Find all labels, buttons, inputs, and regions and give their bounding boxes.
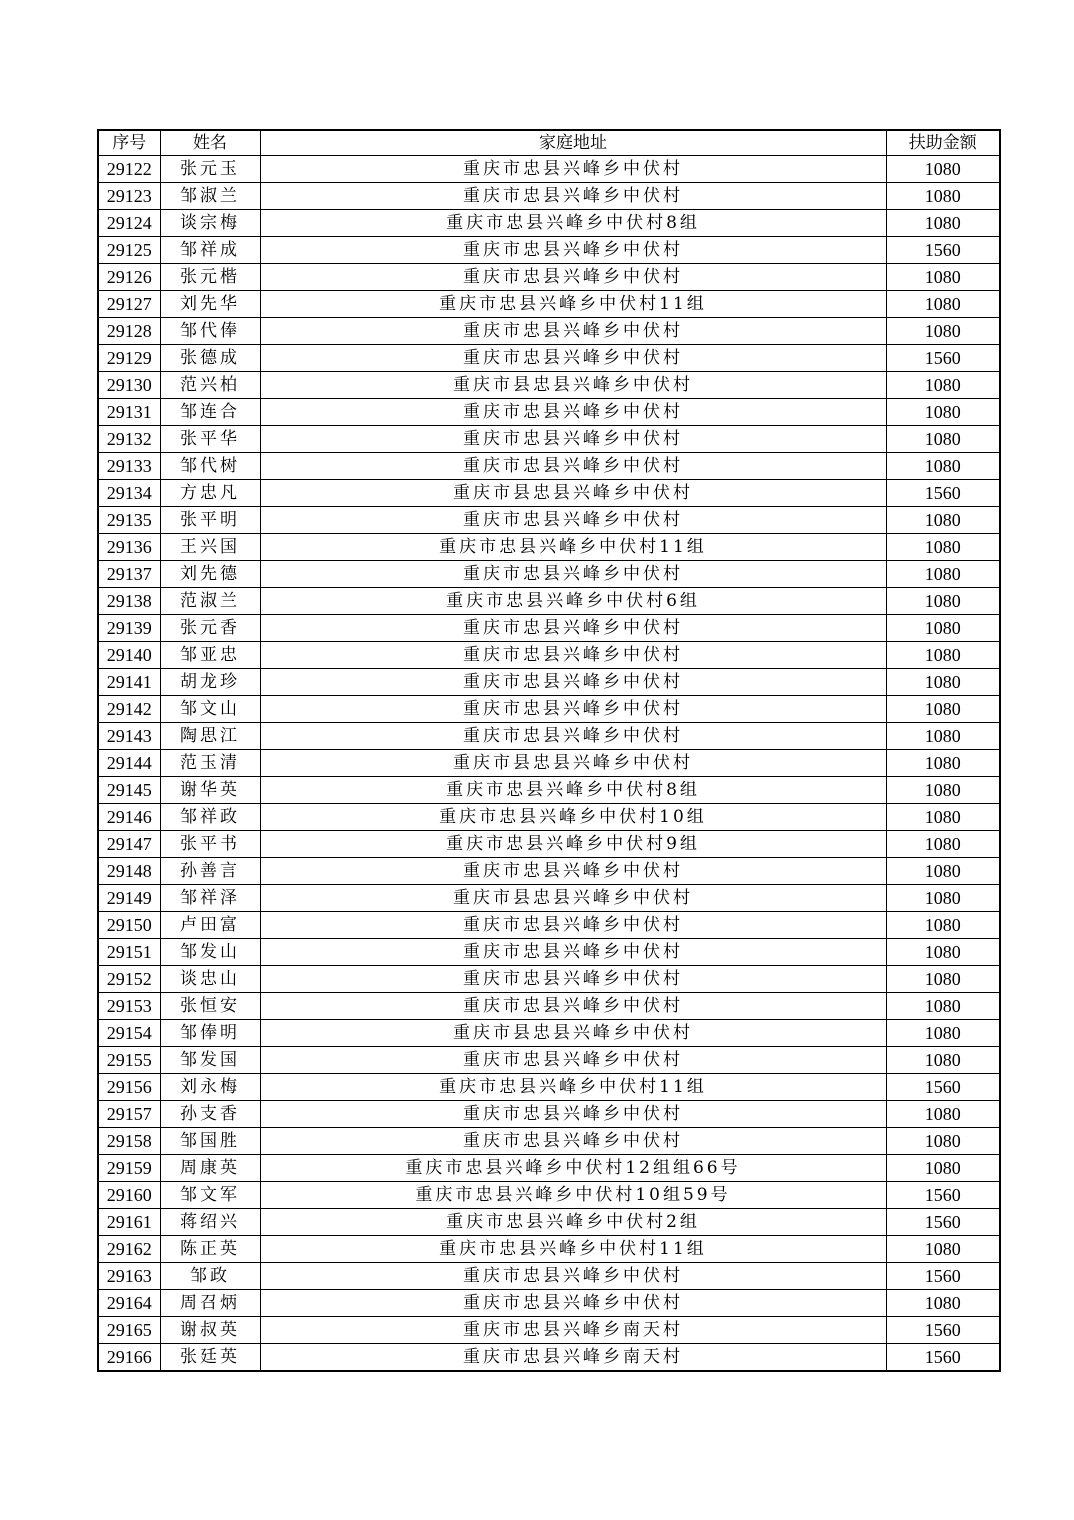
table-row (98, 804, 1000, 831)
cell-assistance-amount: 1080 (886, 561, 1000, 588)
table-row (98, 561, 1000, 588)
cell-assistance-amount: 1080 (886, 1020, 1000, 1047)
cell-home-address: 重庆市忠县兴峰乡中伏村 (260, 345, 886, 372)
cell-name: 谢叔英 (160, 1317, 260, 1344)
cell-assistance-amount: 1080 (886, 1047, 1000, 1074)
cell-home-address: 重庆市忠县兴峰乡南天村 (260, 1344, 886, 1372)
cell-serial-number: 29122 (98, 156, 160, 183)
cell-assistance-amount: 1560 (886, 1317, 1000, 1344)
cell-name: 张元香 (160, 615, 260, 642)
cell-home-address: 重庆市忠县兴峰乡中伏村11组 (260, 1236, 886, 1263)
cell-home-address: 重庆市忠县兴峰乡中伏村 (260, 993, 886, 1020)
cell-assistance-amount: 1560 (886, 1263, 1000, 1290)
cell-serial-number: 29150 (98, 912, 160, 939)
cell-home-address: 重庆市忠县兴峰乡中伏村11组 (260, 291, 886, 318)
cell-home-address: 重庆市忠县兴峰乡南天村 (260, 1317, 886, 1344)
cell-serial-number: 29143 (98, 723, 160, 750)
table-row (98, 291, 1000, 318)
table-row (98, 1128, 1000, 1155)
cell-assistance-amount: 1080 (886, 885, 1000, 912)
header-home-address: 家庭地址 (260, 130, 886, 156)
cell-home-address: 重庆市忠县兴峰乡中伏村 (260, 264, 886, 291)
cell-serial-number: 29133 (98, 453, 160, 480)
table-row (98, 1290, 1000, 1317)
cell-home-address: 重庆市忠县兴峰乡中伏村 (260, 1290, 886, 1317)
cell-home-address: 重庆市忠县兴峰乡中伏村8组 (260, 210, 886, 237)
cell-name: 邹连合 (160, 399, 260, 426)
table-row (98, 1236, 1000, 1263)
header-serial-number: 序号 (98, 130, 160, 156)
cell-serial-number: 29132 (98, 426, 160, 453)
table-row (98, 615, 1000, 642)
table-row (98, 642, 1000, 669)
cell-name: 张平书 (160, 831, 260, 858)
cell-assistance-amount: 1080 (886, 912, 1000, 939)
cell-name: 邹淑兰 (160, 183, 260, 210)
cell-serial-number: 29166 (98, 1344, 160, 1372)
table-row (98, 858, 1000, 885)
cell-name: 邹祥成 (160, 237, 260, 264)
cell-serial-number: 29128 (98, 318, 160, 345)
cell-assistance-amount: 1080 (886, 210, 1000, 237)
cell-assistance-amount: 1560 (886, 1209, 1000, 1236)
cell-serial-number: 29157 (98, 1101, 160, 1128)
table-row (98, 1344, 1000, 1372)
cell-home-address: 重庆市忠县兴峰乡中伏村 (260, 507, 886, 534)
cell-name: 张元楷 (160, 264, 260, 291)
table-row (98, 1020, 1000, 1047)
cell-home-address: 重庆市忠县兴峰乡中伏村 (260, 156, 886, 183)
cell-serial-number: 29155 (98, 1047, 160, 1074)
cell-name: 周康英 (160, 1155, 260, 1182)
table-row (98, 183, 1000, 210)
cell-assistance-amount: 1080 (886, 1128, 1000, 1155)
cell-name: 张德成 (160, 345, 260, 372)
cell-serial-number: 29163 (98, 1263, 160, 1290)
cell-serial-number: 29154 (98, 1020, 160, 1047)
cell-name: 邹代树 (160, 453, 260, 480)
cell-serial-number: 29125 (98, 237, 160, 264)
table-row (98, 264, 1000, 291)
cell-assistance-amount: 1080 (886, 372, 1000, 399)
cell-home-address: 重庆市忠县兴峰乡中伏村 (260, 615, 886, 642)
cell-assistance-amount: 1080 (886, 858, 1000, 885)
cell-assistance-amount: 1560 (886, 1344, 1000, 1372)
table-row (98, 669, 1000, 696)
cell-assistance-amount: 1080 (886, 777, 1000, 804)
cell-serial-number: 29135 (98, 507, 160, 534)
table-row (98, 1209, 1000, 1236)
cell-name: 邹祥政 (160, 804, 260, 831)
cell-home-address: 重庆市忠县兴峰乡中伏村11组 (260, 1074, 886, 1101)
cell-serial-number: 29159 (98, 1155, 160, 1182)
cell-name: 蒋绍兴 (160, 1209, 260, 1236)
table-header (98, 130, 1000, 156)
cell-home-address: 重庆市忠县兴峰乡中伏村6组 (260, 588, 886, 615)
cell-name: 刘先德 (160, 561, 260, 588)
cell-serial-number: 29126 (98, 264, 160, 291)
table-row (98, 453, 1000, 480)
cell-assistance-amount: 1080 (886, 966, 1000, 993)
cell-serial-number: 29149 (98, 885, 160, 912)
table-row (98, 588, 1000, 615)
cell-assistance-amount: 1080 (886, 1101, 1000, 1128)
cell-name: 范玉清 (160, 750, 260, 777)
table-row (98, 831, 1000, 858)
cell-assistance-amount: 1080 (886, 642, 1000, 669)
cell-assistance-amount: 1080 (886, 804, 1000, 831)
cell-name: 邹发国 (160, 1047, 260, 1074)
cell-name: 邹发山 (160, 939, 260, 966)
table-row (98, 912, 1000, 939)
cell-assistance-amount: 1080 (886, 291, 1000, 318)
header-name: 姓名 (160, 130, 260, 156)
table-row (98, 426, 1000, 453)
cell-serial-number: 29147 (98, 831, 160, 858)
cell-assistance-amount: 1560 (886, 237, 1000, 264)
cell-serial-number: 29144 (98, 750, 160, 777)
cell-serial-number: 29148 (98, 858, 160, 885)
cell-name: 王兴国 (160, 534, 260, 561)
cell-assistance-amount: 1080 (886, 507, 1000, 534)
cell-home-address: 重庆市忠县兴峰乡中伏村 (260, 669, 886, 696)
cell-name: 邹国胜 (160, 1128, 260, 1155)
cell-assistance-amount: 1560 (886, 480, 1000, 507)
cell-name: 谈宗梅 (160, 210, 260, 237)
cell-name: 孙支香 (160, 1101, 260, 1128)
table-row (98, 1047, 1000, 1074)
cell-serial-number: 29141 (98, 669, 160, 696)
table-row (98, 237, 1000, 264)
cell-serial-number: 29136 (98, 534, 160, 561)
cell-name: 张平明 (160, 507, 260, 534)
cell-home-address: 重庆市县忠县兴峰乡中伏村 (260, 372, 886, 399)
table-body (98, 156, 1000, 1372)
cell-assistance-amount: 1080 (886, 453, 1000, 480)
cell-serial-number: 29158 (98, 1128, 160, 1155)
table-row (98, 1074, 1000, 1101)
cell-home-address: 重庆市忠县兴峰乡中伏村2组 (260, 1209, 886, 1236)
cell-name: 胡龙珍 (160, 669, 260, 696)
cell-name: 周召炳 (160, 1290, 260, 1317)
cell-serial-number: 29130 (98, 372, 160, 399)
cell-serial-number: 29138 (98, 588, 160, 615)
cell-assistance-amount: 1080 (886, 183, 1000, 210)
cell-assistance-amount: 1080 (886, 264, 1000, 291)
cell-serial-number: 29140 (98, 642, 160, 669)
cell-home-address: 重庆市忠县兴峰乡中伏村 (260, 696, 886, 723)
cell-serial-number: 29123 (98, 183, 160, 210)
cell-assistance-amount: 1080 (886, 534, 1000, 561)
cell-name: 张元玉 (160, 156, 260, 183)
cell-home-address: 重庆市县忠县兴峰乡中伏村 (260, 885, 886, 912)
cell-serial-number: 29131 (98, 399, 160, 426)
cell-serial-number: 29165 (98, 1317, 160, 1344)
table-row (98, 993, 1000, 1020)
cell-name: 孙善言 (160, 858, 260, 885)
cell-name: 张廷英 (160, 1344, 260, 1372)
cell-serial-number: 29139 (98, 615, 160, 642)
cell-home-address: 重庆市忠县兴峰乡中伏村 (260, 426, 886, 453)
cell-name: 刘先华 (160, 291, 260, 318)
cell-serial-number: 29127 (98, 291, 160, 318)
header-row (98, 130, 1000, 156)
table-row (98, 507, 1000, 534)
assistance-table (97, 129, 1001, 1372)
cell-home-address: 重庆市忠县兴峰乡中伏村 (260, 912, 886, 939)
cell-home-address: 重庆市忠县兴峰乡中伏村 (260, 939, 886, 966)
table-row (98, 318, 1000, 345)
cell-name: 张平华 (160, 426, 260, 453)
cell-serial-number: 29124 (98, 210, 160, 237)
cell-assistance-amount: 1080 (886, 399, 1000, 426)
table-row (98, 399, 1000, 426)
cell-home-address: 重庆市忠县兴峰乡中伏村9组 (260, 831, 886, 858)
cell-assistance-amount: 1080 (886, 993, 1000, 1020)
table-row (98, 345, 1000, 372)
cell-home-address: 重庆市忠县兴峰乡中伏村 (260, 1128, 886, 1155)
cell-home-address: 重庆市忠县兴峰乡中伏村 (260, 1101, 886, 1128)
cell-home-address: 重庆市忠县兴峰乡中伏村 (260, 318, 886, 345)
cell-assistance-amount: 1080 (886, 1155, 1000, 1182)
cell-home-address: 重庆市忠县兴峰乡中伏村 (260, 1263, 886, 1290)
cell-home-address: 重庆市县忠县兴峰乡中伏村 (260, 750, 886, 777)
table-row (98, 1101, 1000, 1128)
cell-assistance-amount: 1080 (886, 426, 1000, 453)
cell-serial-number: 29161 (98, 1209, 160, 1236)
table-row (98, 1263, 1000, 1290)
table-row (98, 534, 1000, 561)
table-row (98, 966, 1000, 993)
cell-name: 谈忠山 (160, 966, 260, 993)
cell-home-address: 重庆市忠县兴峰乡中伏村 (260, 561, 886, 588)
cell-home-address: 重庆市忠县兴峰乡中伏村 (260, 237, 886, 264)
table-row (98, 885, 1000, 912)
cell-serial-number: 29142 (98, 696, 160, 723)
cell-name: 范淑兰 (160, 588, 260, 615)
cell-assistance-amount: 1080 (886, 318, 1000, 345)
cell-home-address: 重庆市忠县兴峰乡中伏村11组 (260, 534, 886, 561)
assistance-list-sheet (97, 129, 999, 1372)
cell-home-address: 重庆市忠县兴峰乡中伏村 (260, 966, 886, 993)
cell-serial-number: 29129 (98, 345, 160, 372)
table-row (98, 372, 1000, 399)
cell-assistance-amount: 1080 (886, 1290, 1000, 1317)
cell-name: 刘永梅 (160, 1074, 260, 1101)
cell-home-address: 重庆市忠县兴峰乡中伏村12组组66号 (260, 1155, 886, 1182)
cell-assistance-amount: 1080 (886, 156, 1000, 183)
cell-name: 邹祥泽 (160, 885, 260, 912)
cell-assistance-amount: 1080 (886, 696, 1000, 723)
table-row (98, 696, 1000, 723)
cell-assistance-amount: 1080 (886, 831, 1000, 858)
cell-name: 张恒安 (160, 993, 260, 1020)
cell-home-address: 重庆市县忠县兴峰乡中伏村 (260, 480, 886, 507)
cell-serial-number: 29145 (98, 777, 160, 804)
cell-assistance-amount: 1080 (886, 1236, 1000, 1263)
cell-name: 卢田富 (160, 912, 260, 939)
cell-home-address: 重庆市忠县兴峰乡中伏村10组59号 (260, 1182, 886, 1209)
cell-name: 陶思江 (160, 723, 260, 750)
cell-assistance-amount: 1080 (886, 750, 1000, 777)
cell-serial-number: 29137 (98, 561, 160, 588)
cell-assistance-amount: 1080 (886, 939, 1000, 966)
cell-serial-number: 29162 (98, 1236, 160, 1263)
cell-serial-number: 29153 (98, 993, 160, 1020)
table-row (98, 1155, 1000, 1182)
cell-assistance-amount: 1560 (886, 345, 1000, 372)
cell-home-address: 重庆市县忠县兴峰乡中伏村 (260, 1020, 886, 1047)
cell-serial-number: 29152 (98, 966, 160, 993)
cell-name: 邹代俸 (160, 318, 260, 345)
cell-serial-number: 29146 (98, 804, 160, 831)
cell-name: 邹亚忠 (160, 642, 260, 669)
cell-home-address: 重庆市忠县兴峰乡中伏村 (260, 858, 886, 885)
cell-assistance-amount: 1560 (886, 1074, 1000, 1101)
cell-assistance-amount: 1560 (886, 1182, 1000, 1209)
table-row (98, 210, 1000, 237)
cell-serial-number: 29164 (98, 1290, 160, 1317)
table-row (98, 723, 1000, 750)
table-row (98, 939, 1000, 966)
table-row (98, 156, 1000, 183)
cell-assistance-amount: 1080 (886, 615, 1000, 642)
cell-serial-number: 29151 (98, 939, 160, 966)
cell-home-address: 重庆市忠县兴峰乡中伏村8组 (260, 777, 886, 804)
cell-serial-number: 29156 (98, 1074, 160, 1101)
table-row (98, 750, 1000, 777)
cell-home-address: 重庆市忠县兴峰乡中伏村 (260, 723, 886, 750)
cell-assistance-amount: 1080 (886, 588, 1000, 615)
table-row (98, 480, 1000, 507)
cell-assistance-amount: 1080 (886, 723, 1000, 750)
cell-home-address: 重庆市忠县兴峰乡中伏村 (260, 183, 886, 210)
cell-name: 范兴柏 (160, 372, 260, 399)
cell-name: 方忠凡 (160, 480, 260, 507)
cell-name: 邹俸明 (160, 1020, 260, 1047)
cell-assistance-amount: 1080 (886, 669, 1000, 696)
cell-name: 邹政 (160, 1263, 260, 1290)
cell-home-address: 重庆市忠县兴峰乡中伏村10组 (260, 804, 886, 831)
header-assistance-amount: 扶助金额 (886, 130, 1000, 156)
cell-home-address: 重庆市忠县兴峰乡中伏村 (260, 453, 886, 480)
cell-name: 陈正英 (160, 1236, 260, 1263)
table-row (98, 1317, 1000, 1344)
cell-serial-number: 29160 (98, 1182, 160, 1209)
cell-name: 邹文军 (160, 1182, 260, 1209)
table-row (98, 777, 1000, 804)
cell-serial-number: 29134 (98, 480, 160, 507)
table-row (98, 1182, 1000, 1209)
cell-home-address: 重庆市忠县兴峰乡中伏村 (260, 1047, 886, 1074)
cell-home-address: 重庆市忠县兴峰乡中伏村 (260, 642, 886, 669)
cell-name: 谢华英 (160, 777, 260, 804)
cell-home-address: 重庆市忠县兴峰乡中伏村 (260, 399, 886, 426)
cell-name: 邹文山 (160, 696, 260, 723)
